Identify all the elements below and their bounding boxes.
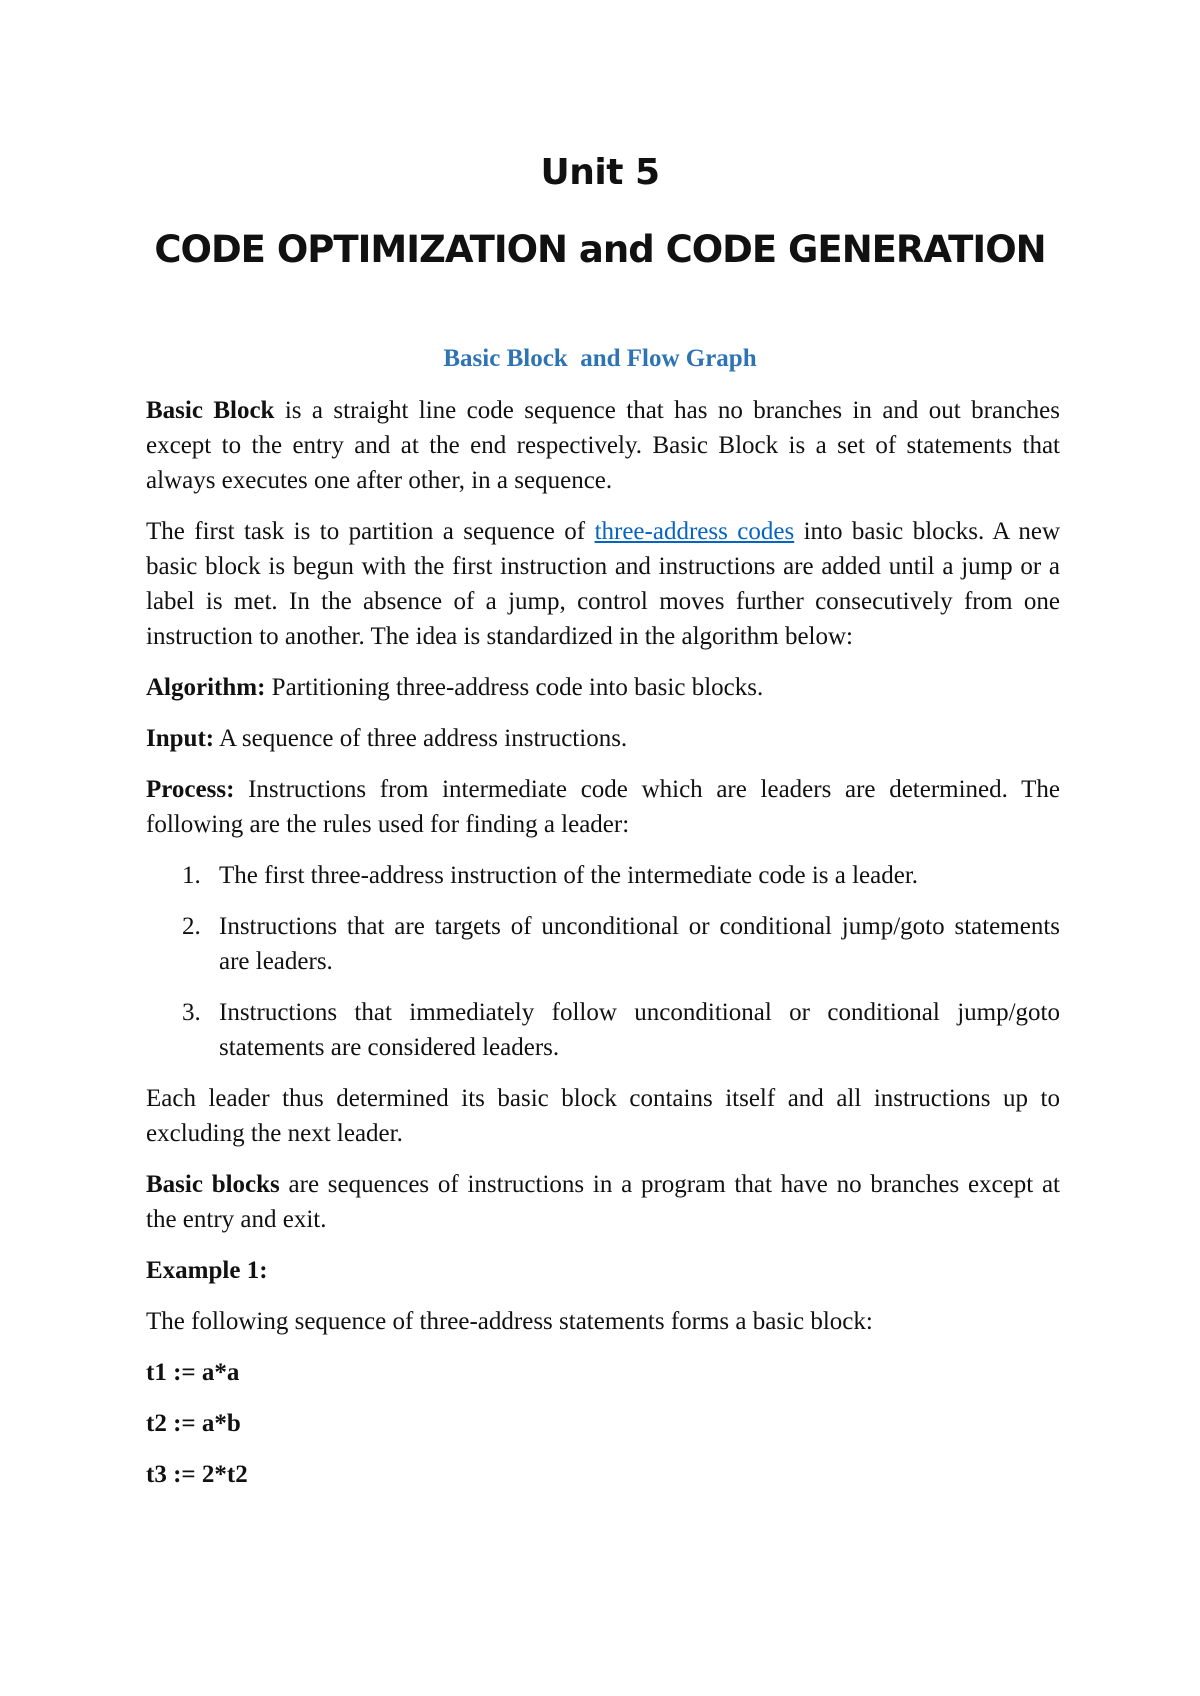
- term-basic-blocks: Basic blocks: [146, 1171, 280, 1198]
- statement-line: t3 := 2*t2: [146, 1461, 248, 1488]
- statement-line: t1 := a*a: [146, 1359, 240, 1386]
- list-item: [146, 909, 1060, 979]
- leader-rules-list: [146, 858, 1060, 1065]
- paragraph-leader-block: Each leader thus determined its basic block contains itself and all instructions up to excluding the next leader.: [146, 1085, 1060, 1147]
- algorithm-text: Partitioning three-address code into basic blocks.: [265, 674, 764, 701]
- input-label: Input:: [146, 725, 215, 752]
- example-text: The following sequence of three-address statements forms a basic block:: [146, 1308, 873, 1335]
- partition-text-after: into basic blocks. A new basic block is begun with the first instruction and instructions are added until a jump or a label is met. In the absence of a jump, control moves further consecutively from one instruction to another. The idea is standardized in the algorithm below:: [146, 518, 1060, 650]
- algorithm-label: Algorithm:: [146, 674, 266, 701]
- list-item: [146, 995, 1060, 1065]
- list-item-text: The first three-address instruction of the intermediate code is a leader.: [219, 862, 919, 889]
- paragraph-process: [146, 772, 1060, 842]
- definition-text: is a straight line code sequence that has no branches in and out branches except to the entry and at the end respectively. Basic Block is a set of statements that always executes one after other, in a sequence.: [146, 397, 1060, 494]
- process-text: Instructions from intermediate code which are leaders are determined. The following are the rules used for finding a leader:: [146, 776, 1060, 838]
- term-basic-block: Basic Block: [146, 397, 275, 424]
- paragraph-input: [146, 721, 1060, 756]
- list-item-number: 3.: [182, 999, 201, 1026]
- paragraph-algorithm: [146, 670, 1060, 705]
- example-label: Example 1:: [146, 1257, 268, 1284]
- list-item-number: 1.: [182, 862, 201, 889]
- paragraph-partition: [146, 514, 1060, 654]
- paragraph-basic-blocks: [146, 1167, 1060, 1237]
- section-heading: Basic Block and Flow Graph: [443, 345, 757, 372]
- statement-line: t2 := a*b: [146, 1410, 241, 1437]
- document-title: CODE OPTIMIZATION and CODE GENERATION: [154, 228, 1046, 271]
- list-item: [146, 858, 1060, 893]
- list-item-text: Instructions that immediately follow unconditional or conditional jump/goto statements are considered leaders.: [219, 999, 1060, 1061]
- partition-text-before: The first task is to partition a sequence of: [146, 518, 595, 545]
- input-text: A sequence of three address instructions.: [214, 725, 628, 752]
- basic-blocks-text: are sequences of instructions in a program that have no branches except at the entry and exit.: [146, 1171, 1060, 1233]
- three-address-codes-link[interactable]: three-address codes: [594, 518, 795, 545]
- list-item-number: 2.: [182, 913, 201, 940]
- document-body: [146, 393, 1060, 1508]
- paragraph-basic-block-definition: [146, 393, 1060, 498]
- process-label: Process:: [146, 776, 235, 803]
- list-item-text: Instructions that are targets of unconditional or conditional jump/goto statements are leaders.: [219, 913, 1060, 975]
- unit-title: Unit 5: [540, 152, 660, 193]
